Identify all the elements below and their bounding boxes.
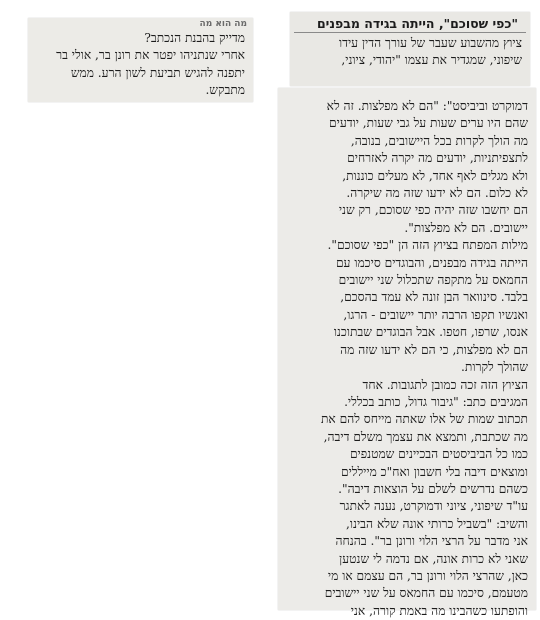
- text-line: מדייק בהבנת הנכתב?: [144, 31, 245, 45]
- text-line: הייתה בגידה מבפנים, והבוגדים סיכמו עם: [335, 255, 528, 270]
- text-line: יתפנה להגיש תביעת לשון הרע. ממש: [70, 65, 245, 80]
- text-line: שאני לא כרות אונה, אם נדמה לי שנטען: [339, 551, 528, 566]
- text-line: כאן, שהרצי הלוי ורונן בר, הם עצמם או מי: [327, 568, 528, 583]
- article-body: [278, 88, 536, 620]
- text-line: לא כלום. הם לא ידעו שזה מה שיקרה.: [346, 186, 528, 201]
- text-line: הציוץ הזה זכה כמובן לתגובות. אחד: [362, 377, 528, 392]
- partial-heading: מה הוא מה: [199, 19, 247, 29]
- text-line: מילות המפתח בציוץ הזה הן "כפי שסוכם".: [327, 238, 528, 253]
- text-line: מתבקש.: [205, 83, 245, 98]
- left-clipping-text: [28, 18, 253, 100]
- text-line: המגיבים כתב: "גיבור גדול, כותב בכללי.: [344, 394, 528, 409]
- text-line: והופתעו כשהבינו מה באמת קורה, אני: [350, 603, 528, 618]
- article-headline: "כפי שסוכם", הייתה בגידה מבפנים: [294, 12, 526, 33]
- text-line: כמו כל הביביסטים הבכיינים שמטנפים: [349, 447, 528, 462]
- right-top-text: [290, 35, 530, 70]
- text-line: מה הולך לקרות בכל היישובים, בנובה,: [350, 133, 528, 148]
- text-line: שיפוני, שמגדיר את עצמו "יהודי, ציוני,: [341, 53, 522, 68]
- text-line: בלבד. סינוואר הבן זונה לא עמד בהסכם,: [340, 290, 528, 305]
- text-line: עו"ד שיפוני, ציוני ודמוקרט, נענה לאתגר: [339, 499, 528, 514]
- text-line: תכתוב שמות של אלו שאתה מייחס להם את: [320, 412, 528, 427]
- right-main-clipping: [278, 88, 536, 618]
- text-line: שהם היו ערים שעות על גבי שעות, יודעים: [329, 116, 528, 131]
- text-line: ולא מגלים לאף אחד, לא מעלים כוננות,: [342, 168, 528, 183]
- text-line: ואנשיו תקפו הרבה יותר יישובים - הרגו,: [343, 307, 528, 322]
- text-line: מטעמם, סיכמו עם החמאס על שני יישובים: [324, 586, 528, 601]
- text-line: מה שכתבת, ותמצא את עצמך משלם דיבה,: [323, 429, 528, 444]
- text-line: אנסו, שרפו, חטפו. אבל הבוגדים שבתוכנו: [333, 325, 528, 340]
- text-line: הם לא מפלצות, כי הם לא ידעו שזה מה: [340, 342, 528, 357]
- text-line: דמוקרט וביביסט": "הם לא מפלצות. זה לא: [326, 99, 528, 113]
- text-line: והשיב: "בשביל כרותי אונה שלא הבינו,: [346, 516, 528, 531]
- text-line: יישובים. הם לא מפלצות".: [404, 220, 528, 235]
- text-line: ומוצאים דיבה בלי חשבון ואח"כ מייללים: [340, 464, 528, 479]
- text-line: אחרי שנתניהו יפטר את רונן בר, אולי בר: [56, 48, 245, 63]
- text-line: לתצפיתניות, יודעים מה יקרה לאזרחים: [347, 151, 528, 166]
- text-line: ציוץ מהשבוע שעבר של עורך הדין עידו: [339, 36, 522, 50]
- text-line: שהולך לקרות.: [461, 360, 528, 375]
- right-top-clipping: [290, 12, 530, 86]
- text-line: הם יחשבו שזה יהיה כפי שסוכם, רק שני: [338, 203, 528, 218]
- text-line: החמאס על מתקפה שתכלול שני יישובים: [338, 273, 528, 288]
- left-clipping: [28, 18, 253, 102]
- text-line: כשהם נדרשים לשלם על הוצאות דיבה".: [338, 481, 528, 496]
- text-line: אני מדבר על הרצי הלוי ורונן בר". בהנחה: [335, 534, 528, 549]
